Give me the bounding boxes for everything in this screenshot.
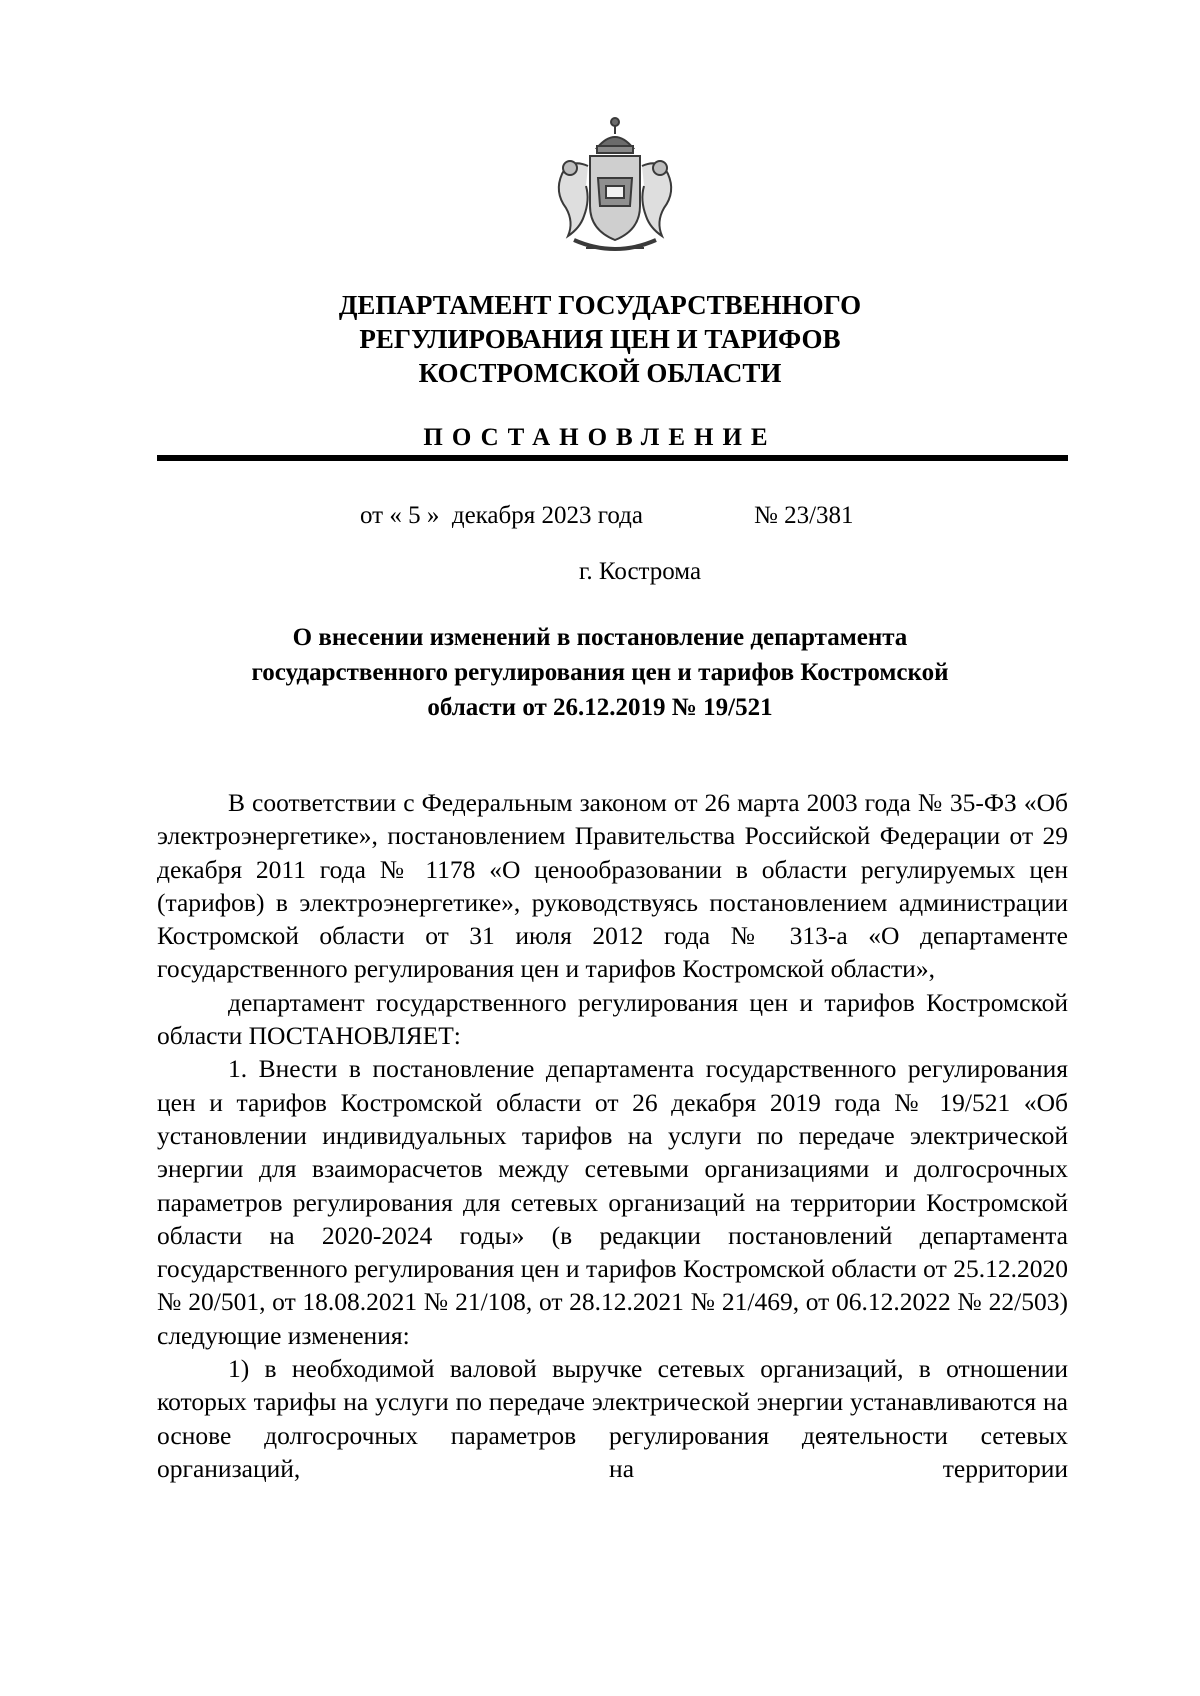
body-paragraph: департамент государственного регулирования цен и тарифов Костромской области ПОСТАНОВЛЯЕТ: (157, 987, 1068, 1051)
subject-line: области от 26.12.2019 № 19/521 (427, 694, 773, 721)
department-line: РЕГУЛИРОВАНИЯ ЦЕН И ТАРИФОВ (359, 324, 841, 354)
document-body (157, 786, 1068, 1485)
body-paragraph: 1) в необходимой валовой выручке сетевых организаций, в отношении которых тарифы на услуги по передаче электрической энергии устанавливаются на основе долгосрочных параметров регулирования деятельности сетевых организаций, на территории (157, 1354, 1068, 1483)
department-line: КОСТРОМСКОЙ ОБЛАСТИ (418, 358, 782, 388)
document-city: г. Кострома (578, 558, 702, 585)
body-paragraph: 1. Внести в постановление департамента государственного регулирования цен и тарифов Костромской области от 26 декабря 2019 года № 19/521 «Об установлении индивидуальных тарифов на услуги по передаче электрической энергии для взаиморасчетов между сетевыми организациями и долгосрочных параметров регулирования для сетевых организаций на территории Костромской области на 2020-2024 годы» (в редакции постановлений департамента государственного регулирования цен и тарифов Костромской области от 25.12.2020 № 20/501, от 18.08.2021 № 21/108, от 28.12.2021 № 21/469, от 06.12.2022 № 22/503) следующие изменения: (157, 1054, 1068, 1350)
department-name (0, 288, 1200, 390)
department-line: ДЕПАРТАМЕНТ ГОСУДАРСТВЕННОГО (338, 290, 862, 320)
header-divider (157, 455, 1068, 461)
body-paragraph: В соответствии с Федеральным законом от 26 марта 2003 года № 35-ФЗ «Об электроэнергетике», постановлением Правительства Российской Федерации от 29 декабря 2011 года № 1178 «О ценообразовании в области регулируемых цен (тарифов) в электроэнергетике», руководствуясь постановлением администрации Костромской области от 31 июля 2012 года № 313-а «О департаменте государственного регулирования цен и тарифов Костромской области», (157, 788, 1068, 984)
document-date: от « 5 » декабря 2023 года (360, 502, 643, 529)
document-type: ПОСТАНОВЛЕНИЕ (423, 424, 777, 451)
subject-line: государственного регулирования цен и тарифов Костромской (251, 659, 949, 686)
document-subject (0, 620, 1200, 725)
subject-line: О внесении изменений в постановление департамента (292, 624, 908, 651)
document-number: № 23/381 (754, 502, 854, 529)
coat-of-arms-icon (540, 108, 690, 264)
date-number-line (0, 500, 1200, 532)
